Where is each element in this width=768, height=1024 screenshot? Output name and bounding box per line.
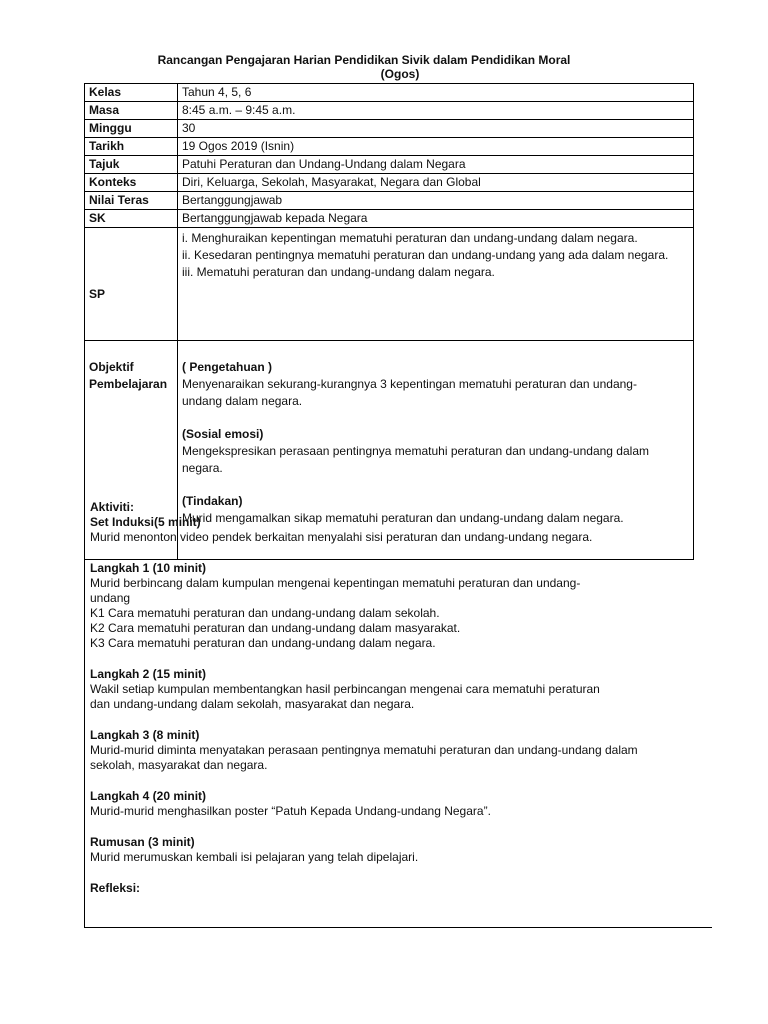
aktiviti-heading: Aktiviti: — [90, 500, 135, 514]
langkah-1-text: K3 Cara mematuhi peraturan dan undang-undang dalam negara. — [90, 636, 436, 650]
langkah-3-text: Murid-murid diminta menyatakan perasaan pentingnya mematuhi peraturan dan undang-undang dalam — [90, 743, 638, 757]
pengetahuan-text: Menyenaraikan sekurang-kurangnya 3 kepentingan mematuhi peraturan dan undang- — [182, 377, 637, 391]
refleksi-heading: Refleksi: — [90, 881, 141, 895]
lesson-info-table — [84, 83, 694, 560]
objektif-label-line: Pembelajaran — [89, 377, 168, 391]
table-row — [85, 156, 694, 174]
sk-value: Bertanggungjawab kepada Negara — [178, 210, 694, 228]
tajuk-value: Patuhi Peraturan dan Undang-Undang dalam Negara — [178, 156, 694, 174]
minggu-label: Minggu — [85, 120, 178, 138]
sp-value — [178, 228, 694, 341]
tajuk-label: Tajuk — [85, 156, 178, 174]
table-row — [85, 210, 694, 228]
rumusan-text: Murid merumuskan kembali isi pelajaran yang telah dipelajari. — [90, 850, 419, 864]
tindakan-text: Murid mengamalkan sikap mematuhi peraturan dan undang-undang dalam negara. — [182, 511, 624, 525]
kelas-label: Kelas — [85, 84, 178, 102]
objektif-label-line: Objektif — [89, 360, 134, 374]
sosial-heading: (Sosial emosi) — [182, 427, 264, 441]
langkah-3-text: sekolah, masyarakat dan negara. — [90, 758, 268, 772]
aktiviti-section — [84, 500, 706, 896]
langkah-1-text: Murid berbincang dalam kumpulan mengenai kepentingan mematuhi peraturan dan undang- — [90, 576, 581, 590]
pengetahuan-text: undang dalam negara. — [182, 394, 303, 408]
konteks-label: Konteks — [85, 174, 178, 192]
tarikh-label: Tarikh — [85, 138, 178, 156]
langkah-4-heading: Langkah 4 (20 minit) — [90, 789, 207, 803]
table-row — [85, 120, 694, 138]
sk-label: SK — [85, 210, 178, 228]
right-border-line — [693, 496, 694, 514]
langkah-1-text: K1 Cara mematuhi peraturan dan undang-undang dalam sekolah. — [90, 606, 440, 620]
sp-item: i. Menghuraikan kepentingan mematuhi peraturan dan undang-undang dalam negara. — [182, 231, 638, 245]
nilai-teras-label: Nilai Teras — [85, 192, 178, 210]
langkah-1-heading: Langkah 1 (10 minit) — [90, 561, 207, 575]
set-induksi-text: Murid menonton video pendek berkaitan menyalahi sisi peraturan dan undang-undang negara. — [90, 530, 593, 544]
pengetahuan-heading: ( Pengetahuan ) — [182, 360, 273, 374]
bottom-border-line — [84, 927, 712, 928]
rumusan-heading: Rumusan (3 minit) — [90, 835, 195, 849]
table-row — [85, 192, 694, 210]
minggu-value: 30 — [178, 120, 694, 138]
sosial-text: Mengekspresikan perasaan pentingnya mematuhi peraturan dan undang-undang dalam — [182, 444, 649, 458]
langkah-2-heading: Langkah 2 (15 minit) — [90, 667, 207, 681]
masa-label: Masa — [85, 102, 178, 120]
nilai-teras-value: Bertanggungjawab — [178, 192, 694, 210]
table-row — [85, 138, 694, 156]
document-title: Rancangan Pengajaran Harian Pendidikan Sivik dalam Pendidikan Moral — [157, 53, 571, 67]
langkah-4-text: Murid-murid menghasilkan poster “Patuh Kepada Undang-undang Negara”. — [90, 804, 491, 818]
langkah-1-text: undang — [90, 591, 131, 605]
langkah-2-text: dan undang-undang dalam sekolah, masyarakat dan negara. — [90, 697, 415, 711]
konteks-value: Diri, Keluarga, Sekolah, Masyarakat, Negara dan Global — [178, 174, 694, 192]
langkah-2-text: Wakil setiap kumpulan membentangkan hasil perbincangan mengenai cara mematuhi peraturan — [90, 682, 600, 696]
sp-label: SP — [85, 228, 178, 341]
table-row — [85, 84, 694, 102]
langkah-1-text: K2 Cara mematuhi peraturan dan undang-undang dalam masyarakat. — [90, 621, 461, 635]
tindakan-heading: (Tindakan) — [182, 494, 243, 508]
table-row — [85, 174, 694, 192]
masa-value: 8:45 a.m. – 9:45 a.m. — [178, 102, 694, 120]
document-subtitle: (Ogos) — [380, 67, 420, 81]
sp-item: iii. Mematuhi peraturan dan undang-undang dalam negara. — [182, 265, 495, 279]
sosial-text: negara. — [182, 461, 223, 475]
sp-item: ii. Kesedaran pentingnya mematuhi peraturan dan undang-undang yang ada dalam negara. — [182, 248, 669, 262]
set-induksi-heading: Set Induksi(5 minit) — [90, 515, 201, 529]
langkah-3-heading: Langkah 3 (8 minit) — [90, 728, 200, 742]
tarikh-value: 19 Ogos 2019 (Isnin) — [178, 138, 694, 156]
table-row — [85, 102, 694, 120]
kelas-value: Tahun 4, 5, 6 — [178, 84, 694, 102]
left-border-line — [84, 496, 85, 928]
table-row — [85, 228, 694, 341]
